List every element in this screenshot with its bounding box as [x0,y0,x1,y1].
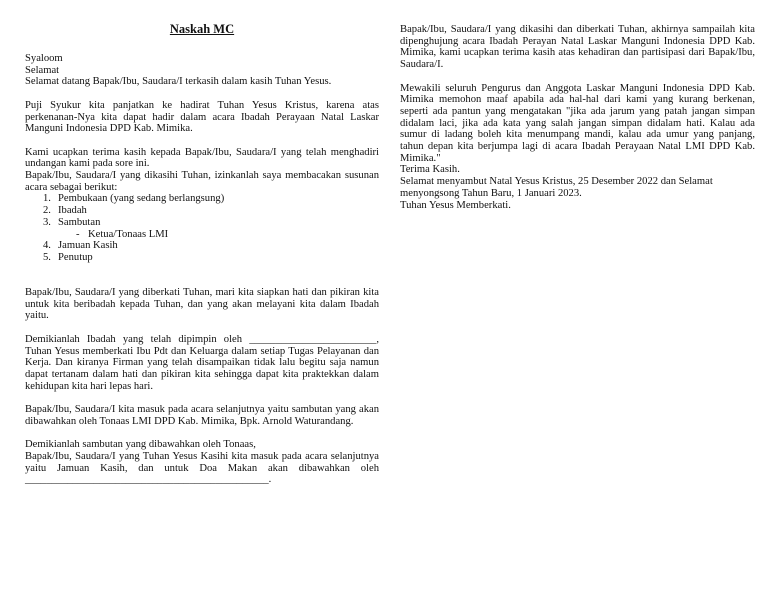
left-column [25,22,379,486]
agenda-number: 2. [43,205,51,217]
spacer [25,275,379,287]
agenda-item [43,240,379,252]
agenda-item [43,205,379,217]
paragraph-closing-thanks: Bapak/Ibu, Saudara/I yang dikasihi dan diberkati Tuhan, akhirnya sampailah kita dipenghujung acara Ibadah Perayan Natal Laskar Manguni Indonesia DPD Kab. Mimika, kami ucapkan terima kasih atas kehadiran dan partisipasi dari Bapak/Ibu, Saudara/I. [400,24,755,71]
agenda-subitem-label: Ketua/Tonaas LMI [88,228,169,240]
agenda-label: Jamuan Kasih [58,240,118,252]
greeting-syaloom: Syaloom [25,53,63,64]
agenda-label: Sambutan [58,216,101,228]
spacer [25,264,379,276]
agenda-label: Penutup [58,251,93,263]
right-column [400,24,755,211]
paragraph-meal-intro: Bapak/Ibu, Saudara/I yang Tuhan Yesus Kasihi kita masuk pada acara selanjutnya yaitu Jamuan Kasih, dan untuk Doa Makan akan dibawahkan oleh ______________________________________________. [25,450,379,486]
agenda-item [43,217,379,240]
agenda-subitem [76,229,379,241]
spacer [400,71,755,83]
sub-bullet-dash: - [76,228,80,240]
paragraph-agenda-intro: Bapak/Ibu, Saudara/I yang dikasihi Tuhan, izinkanlah saya membacakan susunan acara sebagai berikut: [25,170,379,193]
greeting-selamat: Selamat [25,64,60,76]
agenda-number: 5. [43,251,51,263]
greeting-welcome: Selamat datang Bapak/Ibu, Saudara/I terkasih dalam kasih Tuhan Yesus. [25,76,332,88]
paragraph-apology: Mewakili seluruh Pengurus dan Anggota Laskar Manguni Indonesia DPD Kab. Mimika memohon maaf apabila ada hal-hal dari kami yang kurang berkenan, seperti ada pantun yang mengatakan "jika ada jarum yang patah jangan simpan didalam laci, jika ada kata yang salah jangan simpan didalam hati. Kalau ada sumur di ladang boleh kita menumpang mandi, kalau ada umur yang panjang, tahun depan kita berjumpa lagi di acara Ibadah Perayaan Natal LMI DPD Kab. Mimika." [400,82,755,164]
agenda-label: Pembukaan (yang sedang berlangsung) [58,193,225,205]
agenda-item [43,252,379,264]
paragraph-thanksgiving: Puji Syukur kita panjatkan ke hadirat Tuhan Yesus Kristus, karena atas perkenanan-Nya kita dapat hadir dalam acara Ibadah Perayaan Natal Laskar Manguni Indonesia DPD Kab. Mimika. [25,99,379,135]
agenda-number: 1. [43,193,51,205]
paragraph-worship-closing: Demikianlah Ibadah yang telah dipimpin oleh ________________________, Tuhan Yesus memberkati Ibu Pdt dan Keluarga dalam setiap Tugas Pelayanan dan Kerja. Dan kiranya Firman yang telah disampaikan tidak lalu begitu saja namun dapat tertanam dalam hati dan pikiran kita sehingga dapat kita praktekkan dalam kehidupan kita hari lepas hari. [25,333,379,392]
spacer [25,322,379,334]
spacer [25,135,379,147]
paragraph-thanks-attendance: Kami ucapkan terima kasih kepada Bapak/Ibu, Saudara/I yang telah menghadiri undangan kami pada sore ini. [25,146,379,170]
agenda-sublist [58,229,379,241]
spacer [25,88,379,100]
document-title: Naskah MC [169,22,235,36]
text-terima-kasih: Terima Kasih. [400,164,460,176]
agenda-number: 3. [43,216,51,228]
spacer [25,392,379,404]
agenda-list [25,193,379,263]
agenda-number: 4. [43,240,51,252]
paragraph-speech-closing: Demikianlah sambutan yang dibawahkan oleh Tonaas, [25,439,256,451]
agenda-item [43,193,379,205]
paragraph-speech-intro: Bapak/Ibu, Saudara/I kita masuk pada acara selanjutnya yaitu sambutan yang akan dibawahkan oleh Tonaas LMI DPD Kab. Mimika, Bpk. Arnold Waturandang. [25,404,379,427]
text-blessing: Tuhan Yesus Memberkati. [400,199,511,211]
spacer [25,427,379,439]
agenda-label: Ibadah [58,205,87,217]
text-season-greeting: Selamat menyambut Natal Yesus Kristus, 25 Desember 2022 dan Selamat menyongsong Tahun Baru, 1 Januari 2023. [400,176,713,199]
paragraph-prepare-worship: Bapak/Ibu, Saudara/I yang diberkati Tuhan, mari kita siapkan hati dan pikiran kita untuk kita beribadah kepada Tuhan, dan yang akan melayani kita dalam Ibadah yaitu. [25,287,379,322]
